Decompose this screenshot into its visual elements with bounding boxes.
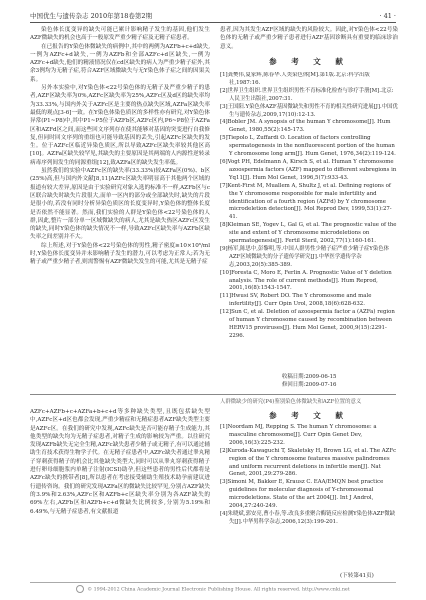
page-number: · 41 ·: [379, 12, 396, 20]
right-column-text: [220, 26, 398, 50]
reference-list-lower: [220, 424, 398, 570]
reference-item: [3]Simoni M, Bakker E, Krausz C. EAA/EMQN best practice guidelines for molecular diagnosis of Y-chromosomal microdeletions. State of the art 2004[J]. Int J Androl, 2004,27:240-249.: [220, 479, 384, 510]
reference-item: [2]Kuroda-Kawaguchi T, Skaletsky H, Brown LG, et al. The AZFc region of the Y chromosome features massive palindromes and uniform recurrent deletions in infertile men[J]. Nat Genet, 2001,29:279-286.: [220, 447, 397, 478]
paragraph: 在已报告的Y染色体微缺失的病例中,其中的两例为AZFb+c+d缺失,一例为AZFc+d缺失,一例为AZFb和全部AZFc+d区缺失,一例为AZFc+d缺失,他们的精液情况仅在cd区缺失的病人为严重少精子症外,其余3例均为无精子症,符合AZF区域微缺失与无Y染色体子症之间的因果关系。: [30, 43, 210, 83]
references-heading: 参 考 文 献: [269, 411, 349, 420]
reference-item: [4]Bobler JM. A synopsis of the human Y chromosome[J]. Hum Genet, 1980,55(2):145-173.: [220, 119, 391, 134]
paragraph: 综上所述,对于Y染色体<22号染色体的男性,精子密度≥10×10⁶/ml时,Y染色体长度变异并未影响精子发生的潜力,可以考虑为正常人;若为无精子或严重少精子者,则需警惕有AZF微缺失发生的可能,尤其是无精子症: [30, 242, 210, 266]
next-article-strip: 人群微缺少的研究(P4)鉴别染色体微缺失和AZF位置的意义: [220, 399, 362, 405]
article-dates: [282, 373, 336, 389]
paragraph: 另外本实验中,对Y染色体<22号染色体的无精子及严重少精子的患者,AZF区缺失率为0%,AZFc区缺失率为25%,AZFc区及d区的缺失率均为33.33%,与国内外关于AZFc区是主要的热点缺失区域,AZFa区缺失率最低的观点[3-6]一致。在Y染色体染色质区的多样性亦有研究,对Y染色体异常(P1~P8)中,其中P1~P5位于AZFb区,AZFc区内,P6~P8位于AZFa区和AZFd区之间,而这些回文序列存在使其能够对基因的突变进行自我修复,但同时回文序列的重组也可能导致基因的丢失,引起AZFc区缺失的发生。位于AZFc区临近异染色质区,所以导致AZFc区缺失率较其他区高[10]。AZFa区缺失较罕见,其缺失的主要原因是其两端的人内源性逆转录病毒序列间发生的同源重组[12],致AZFa区的缺失发生率低。: [30, 85, 210, 166]
reference-item: [6]Vogt PH, Edelmann A, Kirsch S, et al. Human Y chromosome azoospermia factors (AZF) mapped to different subregions in Yq11[J]. Hum Mol Genet, 1996,5(7):933-43.: [220, 158, 397, 181]
section-divider: [30, 394, 396, 395]
header-rule: [30, 22, 396, 23]
running-header: [30, 6, 396, 20]
continued-note: (下转第41页): [340, 573, 374, 579]
reference-item: [5]Tiepolo L, Zuffardi O. Location of factors controlling spermatogenesis in the nonfluorescent portion of the human Y chromosome long arm[J]. Hum Genet, 1976,34(2):119-124.: [220, 135, 396, 158]
reference-item: [11]Hwusi SV, Robert DO. The Y chromosome and male infertility[J]. Curr Opin Urol, 2008,18(6):628-632.: [220, 293, 372, 308]
reference-item: [8]Kleiman SE, Yogev L, Gal G, et al. The prognostic value of the site and extent of Y chromosome microdeletions on spermatogenesis[J]. Fertil Steril, 2002,77(1):160-161.: [220, 222, 397, 245]
references-heading: 参 考 文 献: [269, 57, 349, 66]
footer-rule: [30, 582, 396, 583]
reference-item: [1]龚樊伟,夏家辉,陈春华.人类染色体[M].第1版.北京:科学出版社,1987:16.: [220, 72, 370, 86]
received-date: 收稿日期:2009-06-15: [282, 374, 337, 380]
paragraph: 虽然我们的实验中AZFc区的缺失率(33.33%)较AZFa区(0%)、b区(25%)高,但与国内外文献[8,11]AZFc区缺失率明显高于其他两个区域的报道有较大差异,原因是由于实验研究对象入选的标准不一样,AZFb区与c区联合缺失时缺失片段很大,而单一区内的部分或全部缺失时,缺失的片段是很小的,若没有同时分析异染色质区的长度变异时,Y染色体的整体长度是否依然不能显著。然而,我们实验的人群是Y染色体<22号染色体的人群,因此,整片一部分单一区域微缺失的病人,尤其是缺失热区AZFc区发生的缺失,同时Y染色体的缺失情况不一样,导致AZFc区缺失率与AZFb区缺失率之间差别并不大。: [30, 168, 210, 241]
left-column-text: [30, 26, 210, 404]
paragraph: 患者,因为其发生AZF区域的缺失的风险较大。因此,对Y染色体<22号染色体的无精子或严重少精子患者进行AZF基因诊断具有重要的临床诊治意义。: [220, 27, 398, 50]
publisher-emblem-icon: [76, 585, 84, 593]
reference-item: [2]世界卫生组织.世界卫生组织男性不育标准化检查与诊疗手册[M].北京:人民卫生出版社,2007:31.: [220, 87, 394, 102]
paragraph: AZFc+AZFb+c+AZFa+b+c+d等多种缺失类型,且既包括缺失型中,AZFc区+d区也都会发现,严重少精症和无精症患者AZF缺失类型主要是AZFc区。在我们的研究中发现,AZFc缺失是否可能存精子生成能力,其他类型的缺失均为无精子症患者,对精子生成的影响较为严重。以往研究发现AZFb缺失无完全生精,AZFc缺失患者少精子或无精子,有可以通过辅助生育技术获得生物学子代。在无精子症患者中,AZFc缺失者通过睾丸精子穿刺获得精子的机会比其他缺失类型大,同时可以从睾丸穿刺获得精子进行卵母细胞浆内单精子注射(ICSI)助孕,但这些患者的男性后代都将是AZFc缺失的携带者[8],所以患者在考虑接受辅助生殖技术助孕前建议进行遗传咨询。我们的研究发现AZFa区的微缺失比较罕见,分别占AZF缺失的3.9%和2.63%,AZFc区和AZFb+c区缺失率分别为各AZF缺失的69%左右,AZFb区和AZFb+c+d微缺失比例较多,分别为5.19%和6.49%,与无精子症患者,有文献报道: [30, 409, 210, 515]
journal-title: 中国优生与遗传杂志 2010年第18卷第2期: [30, 12, 153, 20]
reference-item: [7]Kent-First M, Muallem A, Shultz J, et al. Defining regions of the Y chromosome responsible for male infertility and identification of a fourth region (AZFd) by Y chromosome microdeletion detection[J]. Mol Reprod Dev, 1999,53(1):27-41.: [220, 182, 392, 221]
reference-item: [4]朱晓斌,郭安亮,曹小春,等.改良多重聚合酶链反应检测Y染色体AZF微缺失[J].中华男科学杂志,2006,12(3):199-201.: [220, 510, 395, 525]
reference-item: [3]王国阳.Y染色体AZF基因微缺失和男性不育的相关性研究进展[J].中国优生与遗传杂志,2009,17(10):12-13.: [220, 103, 398, 118]
paragraph: 染色体长度变异的缺失可能已累计影响精子发生的基因,他们发生AZF微缺失的机会也高于一般原发严重少精子症及无精子症患者。: [30, 27, 210, 42]
copyright-footer: [30, 585, 396, 593]
reference-item: [1]Noordam MJ, Repping S. The human Y chromosome: a masculine chromosome[J]. Curr Opin Genet Dev, 2006,16(3):225-232.: [220, 424, 377, 446]
reference-item: [12]Sun C, et al. Deletion of azoospermia factor a (AZFa) region of human Y chromosome caused by recombination between HERV15 proviruses[J]. Hum Mol Genet, 2000,9(15):2291-2296.: [220, 309, 395, 339]
left-column-text-lower: [30, 408, 210, 578]
reference-item: [9]杨军,陈思中,彭黎明,等.中国人群男性少精子症严重少精子症Y染色体AZF区域微缺失的分子遗传学研究[J].中华医学遗传学杂志,2003,20(5):385-389.: [220, 245, 389, 268]
footer-text: © 1994-2012 China Academic Journal Electronic Publishing House. All rights reserved. http://www.cnki.net: [87, 587, 350, 593]
reference-list: [220, 72, 398, 370]
reference-item: [10]Foresta C, Moro E, Ferlin A. Prognostic Value of Y deletion analysis. The role of current methods[J]. Hum Reprod, 2001,16(8):1543-1547.: [220, 269, 392, 292]
revised-date: 修回日期:2009-07-16: [282, 382, 337, 388]
